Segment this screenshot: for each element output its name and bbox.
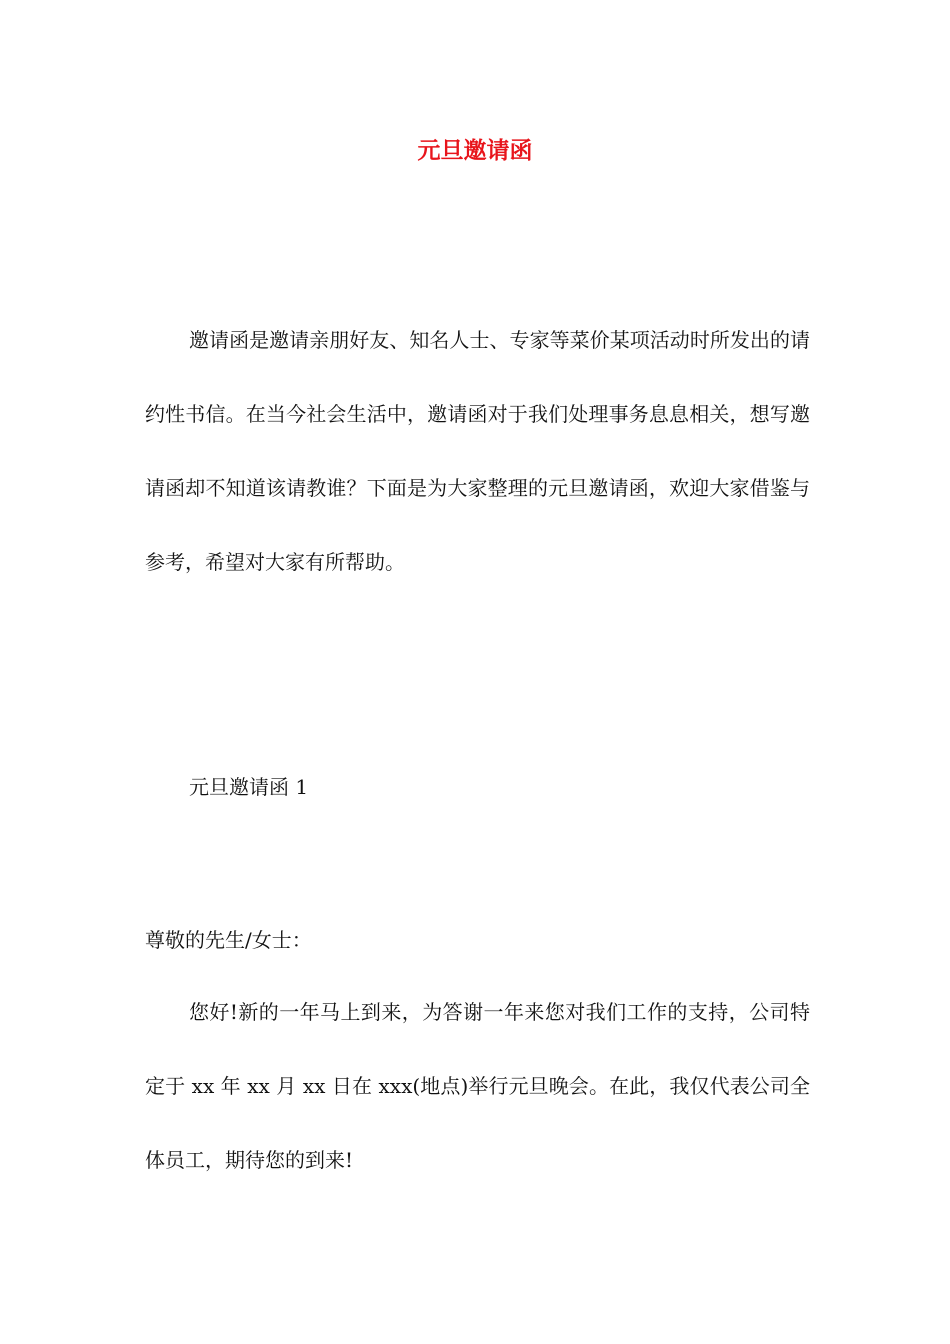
salutation: 尊敬的先生/女士： xyxy=(145,928,312,952)
section-heading: 元旦邀请函 1 xyxy=(189,775,309,799)
document-title: 元旦邀请函 xyxy=(417,137,533,164)
body-paragraph: 您好!新的一年马上到来，为答谢一年来您对我们工作的支持，公司特定于 xx 年 xx 月 xx 日在 xxx(地点)举行元旦晚会。在此，我仅代表公司全体员工，期待您的到来! xyxy=(145,1000,810,1172)
intro-paragraph: 邀请函是邀请亲朋好友、知名人士、专家等菜价某项活动时所发出的请约性书信。在当今社会生活中，邀请函对于我们处理事务息息相关，想写邀请函却不知道该请教谁？下面是为大家整理的元旦邀请函，欢迎大家借鉴与参考，希望对大家有所帮助。 xyxy=(145,328,810,574)
